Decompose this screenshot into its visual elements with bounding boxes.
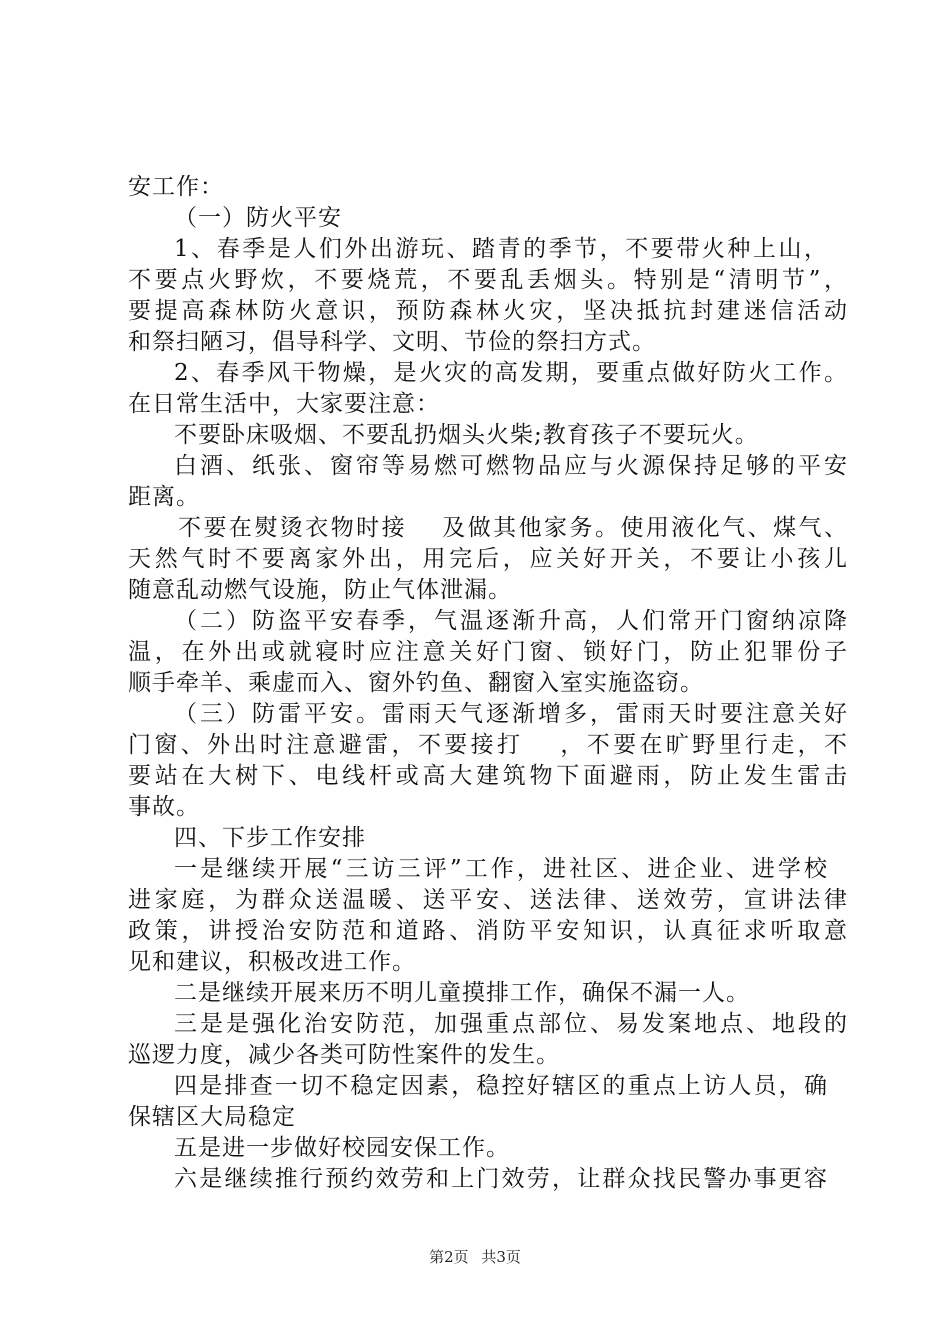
text-line: 要站在大树下、电线杆或高大建筑物下面避雨，防止发生雷击 — [128, 763, 848, 789]
page-number: 第2页 — [429, 1248, 469, 1266]
text-line: 2、春季风干物燥，是火灾的高发期，要重点做好防火工作。 — [174, 360, 848, 386]
text-line: 不要在熨烫衣物时接 及做其他家务。使用液化气、煤气、 — [178, 515, 848, 541]
text-line: 保辖区大局稳定 — [128, 1104, 296, 1130]
section-heading: （二）防盗平安春季，气温逐渐升高，人们常开门窗纳凉降 — [174, 608, 848, 634]
section-heading: 四、下步工作安排 — [174, 825, 366, 851]
text-line: 距离。 — [128, 484, 200, 510]
text-line: 不要点火野炊，不要烧荒，不要乱丢烟头。特别是“清明节”， — [128, 267, 848, 293]
text-line: 事故。 — [128, 794, 200, 820]
text-line: 随意乱动燃气设施，防止气体泄漏。 — [128, 577, 512, 603]
text-line: 安工作： — [128, 174, 224, 200]
text-line: 五是进一步做好校园安保工作。 — [174, 1135, 510, 1161]
text-line: 门窗、外出时注意避雷，不要接打 ，不要在旷野里行走，不 — [128, 732, 848, 758]
text-line: 一是继续开展“三访三评”工作，进社区、进企业、进学校 — [174, 856, 828, 882]
text-line: 不要卧床吸烟、不要乱扔烟头火柴;教育孩子不要玩火。 — [174, 422, 759, 448]
section-heading: （三）防雷平安。雷雨天气逐渐增多，雷雨天时要注意关好 — [174, 701, 848, 727]
text-line: 巡逻力度，减少各类可防性案件的发生。 — [128, 1042, 560, 1068]
text-line: 1、春季是人们外出游玩、踏青的季节，不要带火种上山， — [174, 236, 828, 262]
section-heading: （一）防火平安 — [174, 205, 342, 231]
page-footer — [0, 1247, 950, 1267]
text-line: 三是是强化治安防范，加强重点部位、易发案地点、地段的 — [174, 1011, 848, 1037]
text-line: 政策，讲授治安防范和道路、消防平安知识，认真征求听取意 — [128, 918, 848, 944]
text-line: 温，在外出或就寝时应注意关好门窗、锁好门，防止犯罪份子 — [128, 639, 848, 665]
text-line: 四是排查一切不稳定因素，稳控好辖区的重点上访人员，确 — [174, 1073, 828, 1099]
text-line: 见和建议，积极改进工作。 — [128, 949, 416, 975]
text-line: 天然气时不要离家外出，用完后，应关好开关，不要让小孩儿 — [128, 546, 848, 572]
text-line: 六是继续推行预约效劳和上门效劳，让群众找民警办事更容 — [174, 1166, 828, 1192]
text-line: 和祭扫陋习，倡导科学、文明、节俭的祭扫方式。 — [128, 329, 656, 355]
text-line: 要提高森林防火意识，预防森林火灾，坚决抵抗封建迷信活动 — [128, 298, 848, 324]
text-line: 二是继续开展来历不明儿童摸排工作，确保不漏一人。 — [174, 980, 750, 1006]
text-line: 顺手牵羊、乘虚而入、窗外钓鱼、翻窗入室实施盗窃。 — [128, 670, 704, 696]
page-total: 共3页 — [481, 1248, 521, 1266]
text-line: 进家庭，为群众送温暖、送平安、送法律、送效劳，宣讲法律 — [128, 887, 848, 913]
text-line: 在日常生活中，大家要注意： — [128, 391, 440, 417]
text-line: 白酒、纸张、窗帘等易燃可燃物品应与火源保持足够的平安 — [174, 453, 848, 479]
